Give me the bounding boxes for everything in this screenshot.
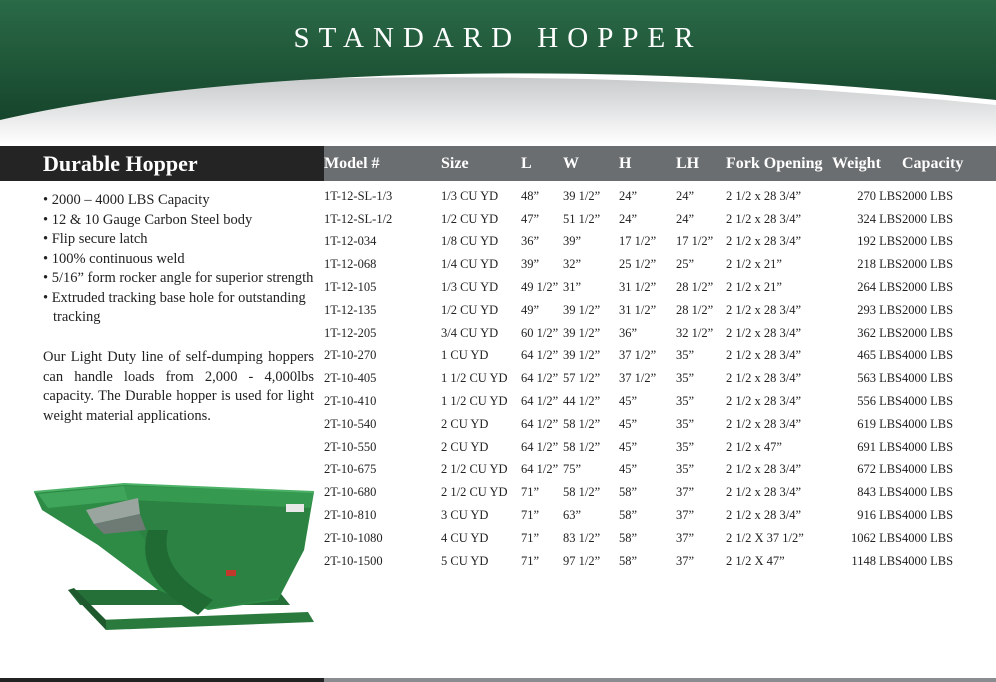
cell-width: 39” <box>563 234 582 249</box>
hopper-illustration <box>28 470 320 635</box>
cell-length: 48” <box>521 188 540 203</box>
column-header-width: W <box>563 154 579 172</box>
cell-lip-height: 35” <box>676 348 695 363</box>
cell-model: 1T-12-068 <box>324 257 377 272</box>
cell-length: 64 1/2” <box>521 394 559 409</box>
cell-fork-opening: 2 1/2 x 47” <box>726 439 782 454</box>
table-row <box>324 208 996 231</box>
cell-size: 1 CU YD <box>441 348 489 363</box>
footer-divider <box>0 678 324 682</box>
cell-fork-opening: 2 1/2 x 28 3/4” <box>726 234 801 249</box>
cell-length: 64 1/2” <box>521 416 559 431</box>
cell-size: 5 CU YD <box>441 553 489 568</box>
cell-size: 1/3 CU YD <box>441 188 499 203</box>
cell-capacity: 2000 LBS <box>902 280 954 295</box>
column-header-fork-opening: Fork Opening <box>726 154 823 172</box>
cell-weight: 672 LBS <box>857 462 902 477</box>
cell-model: 1T-12-034 <box>324 234 377 249</box>
cell-size: 2 CU YD <box>441 439 489 454</box>
cell-height: 24” <box>619 211 638 226</box>
table-header-row <box>324 146 996 181</box>
cell-length: 60 1/2” <box>521 325 559 340</box>
feature-item: • 12 & 10 Gauge Carbon Steel body <box>43 211 323 231</box>
table-row <box>324 550 996 573</box>
cell-capacity: 2000 LBS <box>902 302 954 317</box>
cell-capacity: 4000 LBS <box>902 439 954 454</box>
cell-size: 3/4 CU YD <box>441 325 499 340</box>
cell-size: 1/2 CU YD <box>441 211 499 226</box>
cell-model: 2T-10-1500 <box>324 553 383 568</box>
cell-length: 64 1/2” <box>521 439 559 454</box>
cell-weight: 362 LBS <box>857 325 902 340</box>
cell-size: 1/4 CU YD <box>441 257 499 272</box>
cell-lip-height: 24” <box>676 188 695 203</box>
cell-fork-opening: 2 1/2 x 28 3/4” <box>726 371 801 386</box>
cell-fork-opening: 2 1/2 x 28 3/4” <box>726 302 801 317</box>
cell-width: 58 1/2” <box>563 416 601 431</box>
cell-fork-opening: 2 1/2 x 28 3/4” <box>726 462 801 477</box>
cell-weight: 465 LBS <box>857 348 902 363</box>
cell-lip-height: 35” <box>676 371 695 386</box>
cell-fork-opening: 2 1/2 x 28 3/4” <box>726 416 801 431</box>
cell-height: 31 1/2” <box>619 302 657 317</box>
feature-item: • Flip secure latch <box>43 230 323 250</box>
cell-model: 2T-10-405 <box>324 371 377 386</box>
cell-lip-height: 35” <box>676 439 695 454</box>
cell-width: 57 1/2” <box>563 371 601 386</box>
cell-width: 32” <box>563 257 582 272</box>
cell-height: 17 1/2” <box>619 234 657 249</box>
table-row <box>324 253 996 276</box>
cell-capacity: 4000 LBS <box>902 508 954 523</box>
cell-capacity: 4000 LBS <box>902 371 954 386</box>
cell-capacity: 4000 LBS <box>902 394 954 409</box>
cell-weight: 843 LBS <box>857 485 902 500</box>
cell-lip-height: 35” <box>676 394 695 409</box>
cell-width: 51 1/2” <box>563 211 601 226</box>
column-header-height: H <box>619 154 632 172</box>
cell-lip-height: 25” <box>676 257 695 272</box>
cell-size: 1/3 CU YD <box>441 280 499 295</box>
cell-model: 2T-10-270 <box>324 348 377 363</box>
cell-height: 58” <box>619 508 638 523</box>
product-description: Our Light Duty line of self-dumping hoppers can handle loads from 2,000 - 4,000lbs capacity. The Durable hopper is used for light weight material applications. <box>43 349 314 424</box>
cell-height: 24” <box>619 188 638 203</box>
cell-model: 1T-12-SL-1/2 <box>324 211 393 226</box>
table-body <box>324 181 996 573</box>
cell-weight: 1148 LBS <box>851 553 902 568</box>
cell-lip-height: 35” <box>676 462 695 477</box>
cell-size: 1/2 CU YD <box>441 302 499 317</box>
cell-weight: 691 LBS <box>857 439 902 454</box>
cell-model: 1T-12-105 <box>324 280 377 295</box>
table-row <box>324 481 996 504</box>
cell-size: 1/8 CU YD <box>441 234 499 249</box>
cell-lip-height: 37” <box>676 485 695 500</box>
page-title: STANDARD HOPPER <box>293 22 703 54</box>
table-row <box>324 367 996 390</box>
cell-lip-height: 28 1/2” <box>676 280 714 295</box>
cell-weight: 324 LBS <box>857 211 902 226</box>
cell-model: 2T-10-675 <box>324 462 377 477</box>
cell-capacity: 2000 LBS <box>902 257 954 272</box>
cell-length: 39” <box>521 257 540 272</box>
cell-size: 2 CU YD <box>441 416 489 431</box>
cell-length: 49” <box>521 302 540 317</box>
cell-lip-height: 37” <box>676 530 695 545</box>
cell-weight: 293 LBS <box>857 302 902 317</box>
table-row <box>324 527 996 550</box>
feature-item: • 2000 – 4000 LBS Capacity <box>43 191 323 211</box>
cell-width: 97 1/2” <box>563 553 601 568</box>
column-header-weight: Weight <box>832 154 881 172</box>
cell-height: 25 1/2” <box>619 257 657 272</box>
table-row <box>324 436 996 459</box>
cell-size: 2 1/2 CU YD <box>441 462 508 477</box>
cell-weight: 916 LBS <box>857 508 902 523</box>
cell-fork-opening: 2 1/2 x 28 3/4” <box>726 325 801 340</box>
cell-width: 58 1/2” <box>563 439 601 454</box>
cell-height: 58” <box>619 530 638 545</box>
cell-fork-opening: 2 1/2 x 21” <box>726 257 782 272</box>
cell-width: 39 1/2” <box>563 302 601 317</box>
cell-weight: 264 LBS <box>857 280 902 295</box>
cell-capacity: 2000 LBS <box>902 325 954 340</box>
table-row <box>324 504 996 527</box>
cell-width: 39 1/2” <box>563 348 601 363</box>
cell-model: 1T-12-SL-1/3 <box>324 188 393 203</box>
cell-capacity: 4000 LBS <box>902 530 954 545</box>
cell-weight: 218 LBS <box>857 257 902 272</box>
cell-fork-opening: 2 1/2 x 21” <box>726 280 782 295</box>
cell-width: 75” <box>563 462 582 477</box>
cell-length: 64 1/2” <box>521 348 559 363</box>
cell-height: 31 1/2” <box>619 280 657 295</box>
cell-lip-height: 35” <box>676 416 695 431</box>
banner <box>0 0 996 145</box>
cell-length: 36” <box>521 234 540 249</box>
table-row <box>324 390 996 413</box>
column-header-model: Model # <box>324 154 380 172</box>
column-header-capacity: Capacity <box>902 154 964 172</box>
cell-fork-opening: 2 1/2 x 28 3/4” <box>726 394 801 409</box>
cell-capacity: 4000 LBS <box>902 485 954 500</box>
cell-lip-height: 37” <box>676 553 695 568</box>
hopper-image <box>28 470 320 640</box>
cell-model: 2T-10-550 <box>324 439 377 454</box>
feature-list <box>43 191 323 328</box>
product-title: Durable Hopper <box>0 146 324 181</box>
cell-weight: 619 LBS <box>857 416 902 431</box>
cell-capacity: 2000 LBS <box>902 188 954 203</box>
cell-model: 2T-10-810 <box>324 508 377 523</box>
cell-lip-height: 17 1/2” <box>676 234 714 249</box>
cell-model: 2T-10-1080 <box>324 530 383 545</box>
table-row <box>324 413 996 436</box>
table-row <box>324 181 996 208</box>
cell-weight: 192 LBS <box>857 234 902 249</box>
table-row <box>324 276 996 299</box>
table-row <box>324 299 996 322</box>
cell-size: 1 1/2 CU YD <box>441 371 508 386</box>
cell-width: 39 1/2” <box>563 325 601 340</box>
cell-height: 58” <box>619 553 638 568</box>
cell-fork-opening: 2 1/2 x 28 3/4” <box>726 211 801 226</box>
cell-length: 64 1/2” <box>521 371 559 386</box>
cell-fork-opening: 2 1/2 x 28 3/4” <box>726 508 801 523</box>
footer-divider <box>324 678 996 682</box>
cell-height: 37 1/2” <box>619 348 657 363</box>
cell-height: 37 1/2” <box>619 371 657 386</box>
cell-model: 1T-12-135 <box>324 302 377 317</box>
cell-weight: 270 LBS <box>857 188 902 203</box>
feature-item: • 5/16” form rocker angle for superior strength <box>43 269 323 289</box>
cell-size: 3 CU YD <box>441 508 489 523</box>
cell-capacity: 4000 LBS <box>902 553 954 568</box>
cell-length: 71” <box>521 530 540 545</box>
cell-model: 1T-12-205 <box>324 325 377 340</box>
cell-length: 49 1/2” <box>521 280 559 295</box>
cell-width: 58 1/2” <box>563 485 601 500</box>
cell-weight: 563 LBS <box>857 371 902 386</box>
cell-length: 71” <box>521 553 540 568</box>
table-row <box>324 322 996 345</box>
cell-lip-height: 37” <box>676 508 695 523</box>
cell-capacity: 4000 LBS <box>902 462 954 477</box>
table-row <box>324 459 996 482</box>
cell-height: 45” <box>619 394 638 409</box>
column-header-size: Size <box>441 154 469 172</box>
feature-item: • 100% continuous weld <box>43 250 323 270</box>
cell-length: 64 1/2” <box>521 462 559 477</box>
cell-weight: 1062 LBS <box>850 530 902 545</box>
cell-size: 1 1/2 CU YD <box>441 394 508 409</box>
column-header-length: L <box>521 154 532 172</box>
cell-fork-opening: 2 1/2 X 47” <box>726 553 785 568</box>
cell-width: 83 1/2” <box>563 530 601 545</box>
cell-capacity: 4000 LBS <box>902 348 954 363</box>
cell-width: 39 1/2” <box>563 188 601 203</box>
table-row <box>324 345 996 368</box>
cell-height: 58” <box>619 485 638 500</box>
column-header-lip-height: LH <box>676 154 700 172</box>
cell-height: 45” <box>619 416 638 431</box>
cell-height: 45” <box>619 462 638 477</box>
cell-capacity: 2000 LBS <box>902 211 954 226</box>
cell-fork-opening: 2 1/2 x 28 3/4” <box>726 485 801 500</box>
table-row <box>324 231 996 254</box>
feature-item: • Extruded tracking base hole for outstanding tracking <box>43 289 323 328</box>
cell-height: 36” <box>619 325 638 340</box>
cell-length: 47” <box>521 211 540 226</box>
cell-lip-height: 28 1/2” <box>676 302 714 317</box>
cell-size: 4 CU YD <box>441 530 489 545</box>
cell-width: 44 1/2” <box>563 394 601 409</box>
cell-length: 71” <box>521 508 540 523</box>
cell-length: 71” <box>521 485 540 500</box>
cell-size: 2 1/2 CU YD <box>441 485 508 500</box>
cell-model: 2T-10-540 <box>324 416 377 431</box>
cell-height: 45” <box>619 439 638 454</box>
cell-model: 2T-10-680 <box>324 485 377 500</box>
cell-capacity: 2000 LBS <box>902 234 954 249</box>
cell-width: 63” <box>563 508 582 523</box>
cell-fork-opening: 2 1/2 x 28 3/4” <box>726 188 801 203</box>
specs-table <box>324 146 996 573</box>
cell-model: 2T-10-410 <box>324 394 377 409</box>
cell-width: 31” <box>563 280 582 295</box>
cell-weight: 556 LBS <box>857 394 902 409</box>
cell-fork-opening: 2 1/2 X 37 1/2” <box>726 530 804 545</box>
cell-lip-height: 32 1/2” <box>676 325 714 340</box>
cell-fork-opening: 2 1/2 x 28 3/4” <box>726 348 801 363</box>
cell-lip-height: 24” <box>676 211 695 226</box>
cell-capacity: 4000 LBS <box>902 416 954 431</box>
